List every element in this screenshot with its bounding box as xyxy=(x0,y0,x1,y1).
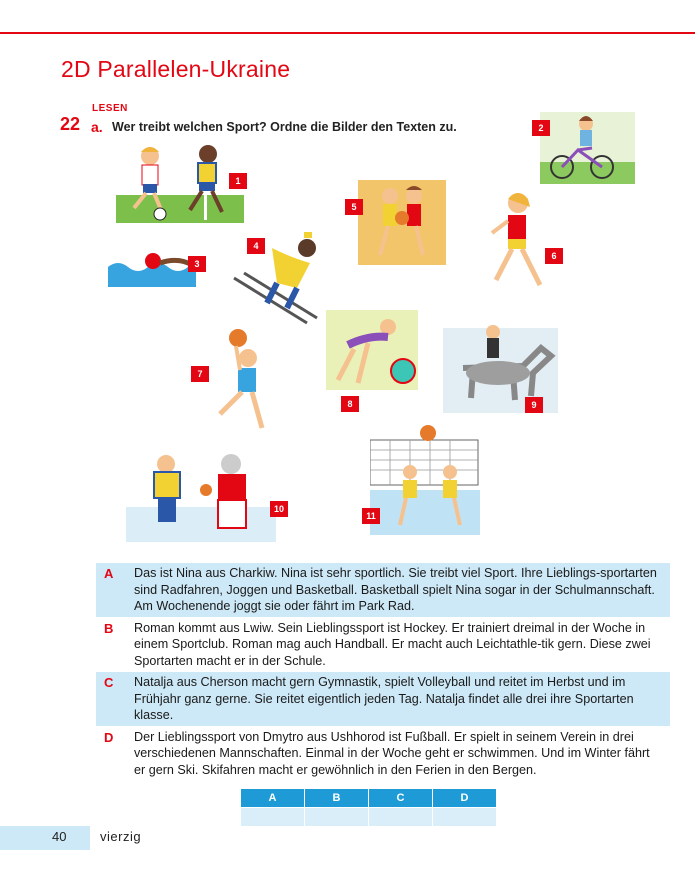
page-number-word: vierzig xyxy=(100,829,142,844)
picture-number-7: 7 xyxy=(191,366,209,382)
page-number: 40 xyxy=(52,829,67,844)
text-letter: B xyxy=(104,620,114,636)
gymnast-illustration xyxy=(318,305,428,400)
answer-header-c: C xyxy=(369,789,433,808)
picture-number-4: 4 xyxy=(247,238,265,254)
text-item-c xyxy=(96,672,670,727)
answer-header-d: D xyxy=(433,789,497,808)
answer-cell-a[interactable] xyxy=(241,808,305,827)
text-letter: C xyxy=(104,675,114,690)
text-body: Das ist Nina aus Charkiw. Nina ist sehr sportlich. Sie treibt viel Sport. Ihre Lieblings-sportarten sind Radfahren, Joggen und Basketball. Basketball spielt Nina sogar in der Schulmannschaft. Am Wochenende joggt sie oder fährt im Park Rad. xyxy=(134,566,657,613)
runner-illustration xyxy=(478,185,558,305)
exercise-letter: a. xyxy=(91,119,103,135)
exercise-number: 22 xyxy=(60,114,81,134)
text-letter: A xyxy=(104,566,114,581)
hockey-players-illustration xyxy=(126,452,276,542)
picture-number-2: 2 xyxy=(532,120,550,136)
soccer-players-illustration xyxy=(112,140,247,225)
text-item-b xyxy=(96,618,670,673)
answer-header-b: B xyxy=(305,789,369,808)
basketball-players-illustration xyxy=(358,180,446,265)
picture-number-10: 10 xyxy=(270,501,288,517)
top-divider xyxy=(0,32,695,34)
answer-cell-d[interactable] xyxy=(433,808,497,827)
answer-cell-b[interactable] xyxy=(305,808,369,827)
text-item-a xyxy=(96,563,670,618)
text-letter: D xyxy=(104,729,114,745)
text-body: Roman kommt aus Lwiw. Sein Lieblingssport ist Hockey. Er trainiert dreimal in der Woche in einem Sportclub. Roman mag auch Handball. Er macht auch Leichtathle-tik gern. Diese zwei Sportarten macht er in der Schule. xyxy=(134,620,651,668)
answer-header-a: A xyxy=(241,789,305,808)
exercise-instruction: Wer treibt welchen Sport? Ordne die Bilder den Texten zu. xyxy=(112,120,457,134)
picture-number-1: 1 xyxy=(229,173,247,189)
picture-number-6: 6 xyxy=(545,248,563,264)
text-body: Der Lieblingssport von Dmytro aus Ushhorod ist Fußball. Er spielt in seinem Verein in drei verschiedenen Mannschaften. Einmal in der Woche geht er schwimmen. Und im Winter fährt er gern Ski. Skifahren macht er gewöhnlich in den Ferien in den Bergen. xyxy=(134,729,650,777)
section-label: LESEN xyxy=(92,103,128,114)
volleyball-players-illustration xyxy=(370,420,480,535)
text-item-d xyxy=(96,727,670,782)
cyclist-illustration xyxy=(540,112,635,184)
text-list xyxy=(96,563,670,781)
picture-number-9: 9 xyxy=(525,397,543,413)
answer-table xyxy=(240,788,497,827)
picture-number-3: 3 xyxy=(188,256,206,272)
answer-cell-c[interactable] xyxy=(369,808,433,827)
page-title: 2D Parallelen-Ukraine xyxy=(61,56,291,82)
text-body: Natalja aus Cherson macht gern Gymnastik, spielt Volleyball und reitet im Herbst und im Frühjahr ganz gerne. Sie reitet eigentlich jeden Tag. Natalja findet alle drei ihre Sportarten klasse. xyxy=(134,675,634,722)
handball-player-illustration xyxy=(200,328,290,438)
picture-number-5: 5 xyxy=(345,199,363,215)
footer-bar xyxy=(0,826,90,850)
swimmer-illustration xyxy=(108,247,196,287)
picture-number-8: 8 xyxy=(341,396,359,412)
picture-number-11: 11 xyxy=(362,508,380,524)
